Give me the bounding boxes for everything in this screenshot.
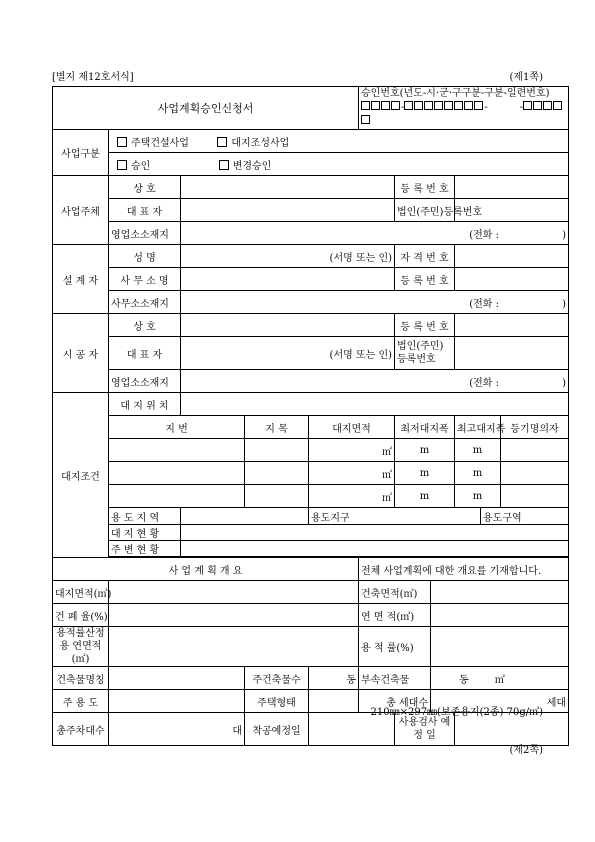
plan-households-label: 총 세대수 [359, 690, 431, 713]
site-surround-field[interactable] [181, 541, 569, 557]
business-type-row1 [109, 130, 569, 153]
option-change-label: 변경승인 [232, 160, 272, 172]
designer-reg-field[interactable] [455, 268, 569, 291]
designer-name-label: 성 명 [109, 245, 181, 268]
approval-number-cell [359, 87, 569, 130]
table-cell[interactable] [501, 485, 569, 508]
table-cell[interactable] [395, 439, 455, 462]
unit-sqm2: ㎡ [494, 674, 505, 686]
approval-number-boxes[interactable]: - - - [361, 101, 566, 129]
plan-floor-area-label: 연 면 적(㎡) [359, 604, 431, 627]
plan-far-field[interactable] [431, 627, 569, 667]
designer-license-label: 자 격 번 호 [395, 245, 455, 268]
plan-floor-area-field[interactable] [431, 604, 569, 627]
contractor-tel-end: ) [562, 377, 567, 389]
checkbox-land[interactable] [217, 137, 227, 147]
table-cell[interactable] [245, 485, 309, 508]
operator-addr-field[interactable] [181, 222, 569, 245]
contractor-rep-label: 대 표 자 [109, 337, 181, 370]
table-cell[interactable] [309, 439, 395, 462]
form-number: [별지 제12호서식] [52, 72, 134, 83]
designer-office-field[interactable] [181, 268, 395, 291]
operator-tel-end: ) [562, 229, 567, 241]
plan-main-count-field[interactable] [309, 667, 359, 690]
operator-rep-label: 대 표 자 [109, 199, 181, 222]
contractor-tel-label: (전화 : [469, 377, 499, 389]
page-number-2: (제2쪽) [509, 745, 543, 756]
table-cell[interactable] [395, 462, 455, 485]
checkbox-approval[interactable] [117, 160, 127, 170]
unit-parking: 대 [232, 725, 242, 737]
plan-summary-note: 전체 사업계획에 대한 개요를 기재합니다. [359, 558, 569, 581]
site-location-label: 대 지 위 치 [109, 393, 181, 416]
site-current-label: 대 지 현 황 [109, 525, 181, 541]
unit-household: 세대 [546, 697, 567, 709]
table-cell[interactable] [245, 439, 309, 462]
contractor-sign-label: (서명 또는 인) [329, 349, 393, 361]
unit-dong: 동 [346, 674, 357, 686]
plan-far-area-field[interactable] [109, 627, 359, 667]
col-owner: 등기명의자 [501, 416, 569, 439]
operator-rep-field[interactable] [181, 199, 395, 222]
operator-tel-label: (전화 : [469, 229, 499, 241]
operator-label: 사업주체 [53, 176, 109, 245]
unit-m: m [419, 444, 430, 456]
plan-bldg-name-label: 건축물명칭 [53, 667, 109, 690]
table-cell[interactable] [501, 462, 569, 485]
unit-dong2: 동 [459, 674, 469, 686]
plan-main-count-label: 주건축물수 [245, 667, 309, 690]
plan-far-area-label: 용적률산정용 연면적(㎡) [53, 627, 109, 667]
table-cell[interactable] [309, 462, 395, 485]
site-label: 대지조건 [53, 393, 109, 558]
plan-main-use-field[interactable] [109, 690, 245, 713]
table-cell[interactable] [395, 485, 455, 508]
designer-tel-end: ) [562, 298, 567, 310]
col-land-area: 대지면적 [309, 416, 395, 439]
plan-main-use-label: 주 용 도 [53, 690, 109, 713]
business-type-label: 사업구분 [53, 130, 109, 176]
plan-land-area-label: 대지면적(㎡) [53, 581, 109, 604]
zone-use-field[interactable] [181, 508, 309, 525]
page-number: (제1쪽) [509, 72, 543, 83]
site-location-field[interactable] [181, 393, 569, 416]
contractor-reg-field[interactable] [455, 314, 569, 337]
plan-summary-label: 사 업 계 획 개 요 [53, 558, 359, 581]
operator-reg-label: 등 록 번 호 [395, 176, 455, 199]
table-cell[interactable] [245, 462, 309, 485]
designer-addr-label: 사무소소재지 [109, 291, 181, 314]
designer-name-field[interactable] [181, 245, 395, 268]
unit-m: m [472, 467, 483, 479]
unit-m: m [419, 467, 430, 479]
designer-sign-label: (서명 또는 인) [329, 252, 393, 264]
col-max-width: 최고대지폭 [455, 416, 501, 439]
plan-bldg-name-field[interactable] [109, 667, 245, 690]
table-cell[interactable] [109, 462, 245, 485]
unit-sqm: ㎡ [382, 492, 393, 504]
plan-inspection-label: 사용검사 예 정 일 [395, 713, 455, 746]
plan-coverage-label: 건 폐 율(%) [53, 604, 109, 627]
contractor-label: 시 공 자 [53, 314, 109, 393]
plan-bldg-area-field[interactable] [431, 581, 569, 604]
contractor-trade-label: 상 호 [109, 314, 181, 337]
col-lot-number: 지 번 [109, 416, 245, 439]
approval-label: 승인번호(년도-시·군·구구분-구분-일련번호) [361, 88, 550, 99]
paper-size-note: 210㎜×297㎜(보존용지(2종) 70g/㎡) [370, 707, 543, 718]
plan-sub-bldg-label: 부속건축물 [359, 667, 431, 690]
contractor-reg-label: 등 록 번 호 [395, 314, 455, 337]
contractor-trade-field[interactable] [181, 314, 395, 337]
plan-sub-bldg-field[interactable] [431, 667, 569, 690]
plan-start-label: 착공예정일 [245, 713, 309, 746]
plan-parking-field[interactable] [109, 713, 245, 746]
designer-tel-label: (전화 : [469, 298, 499, 310]
operator-trade-field[interactable] [181, 176, 395, 199]
unit-m: m [472, 444, 483, 456]
operator-addr-label: 영업소소재지 [109, 222, 181, 245]
operator-corp-label: 법인(주민)등록번호 [395, 199, 455, 222]
table-cell[interactable] [309, 485, 395, 508]
unit-m: m [472, 490, 483, 502]
unit-m: m [419, 490, 430, 502]
operator-reg-field[interactable] [455, 176, 569, 199]
plan-housing-type-field[interactable] [309, 690, 359, 713]
plan-bldg-area-label: 건축면적(㎡) [359, 581, 431, 604]
plan-parking-label: 총주차대수 [53, 713, 109, 746]
designer-reg-label: 등 록 번 호 [395, 268, 455, 291]
zone-district-label: 용도지구 [309, 508, 481, 525]
option-land-label: 대지조성사업 [231, 137, 290, 149]
table-cell[interactable] [455, 485, 501, 508]
checkbox-housing[interactable] [117, 137, 127, 147]
operator-trade-label: 상 호 [109, 176, 181, 199]
designer-addr-field[interactable] [181, 291, 569, 314]
zone-use-label: 용 도 지 역 [109, 508, 181, 525]
table-cell[interactable] [109, 485, 245, 508]
col-min-width: 최저대지폭 [395, 416, 455, 439]
plan-far-label: 용 적 률(%) [359, 627, 431, 667]
contractor-addr-label: 영업소소재지 [109, 370, 181, 393]
site-current-field[interactable] [181, 525, 569, 541]
checkbox-change-approval[interactable] [219, 160, 229, 170]
designer-office-label: 사 무 소 명 [109, 268, 181, 291]
option-housing-label: 주택건설사업 [131, 137, 189, 149]
col-land-category: 지 목 [245, 416, 309, 439]
table-cell[interactable] [501, 439, 569, 462]
table-cell[interactable] [455, 439, 501, 462]
contractor-rep-field[interactable] [181, 337, 395, 370]
contractor-addr-field[interactable] [181, 370, 569, 393]
designer-label: 설 계 자 [53, 245, 109, 314]
unit-sqm: ㎡ [382, 469, 393, 481]
plan-land-area-field[interactable] [109, 581, 359, 604]
contractor-corp-field[interactable] [455, 337, 569, 370]
plan-housing-type-label: 주택형태 [245, 690, 309, 713]
unit-sqm: ㎡ [382, 446, 393, 458]
plan-coverage-field[interactable] [109, 604, 359, 627]
designer-license-field[interactable] [455, 245, 569, 268]
contractor-corp-label: 법인(주민)등록번호 [395, 337, 455, 370]
site-surround-label: 주 변 현 황 [109, 541, 181, 557]
zone-area-label: 용도구역 [481, 508, 569, 525]
form-title: 사업계획승인신청서 [53, 87, 359, 130]
table-cell[interactable] [109, 439, 245, 462]
option-approval-label: 승인 [131, 160, 151, 172]
table-cell[interactable] [455, 462, 501, 485]
application-form [52, 86, 569, 746]
business-type-row2 [109, 153, 569, 176]
